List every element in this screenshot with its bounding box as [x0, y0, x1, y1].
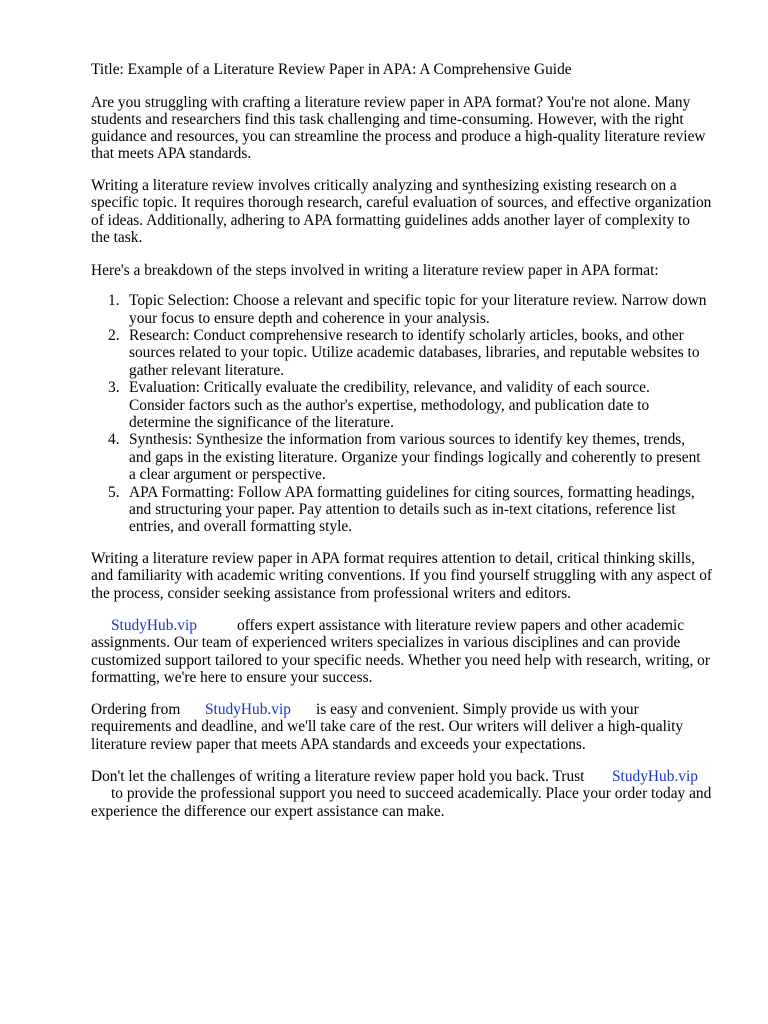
- step-1-number: 1.: [108, 292, 120, 309]
- para2-line-2: specific topic. It requires thorough research, careful evaluation of sources, and effective organization: [91, 194, 712, 211]
- para5-line-4: formatting, we're here to ensure your success.: [91, 669, 373, 686]
- step-2-line-1: Research: Conduct comprehensive research to identify scholarly articles, books, and other: [129, 327, 684, 344]
- step-3-line-2: Consider factors such as the author's expertise, methodology, and publication date to: [129, 397, 650, 414]
- para5-line-3: customized support tailored to your specific needs. Whether you need help with research, writing, or: [91, 652, 710, 669]
- step-4-number: 4.: [108, 431, 120, 448]
- intro-line-3: guidance and resources, you can streamline the process and produce a high-quality literature review: [91, 128, 706, 145]
- para2-line-4: the task.: [91, 229, 143, 246]
- para2-line-1: Writing a literature review involves critically analyzing and synthesizing existing research on a: [91, 177, 677, 194]
- para6-line-3: literature review paper that meets APA standards and exceeds your expectations.: [91, 736, 586, 753]
- document-title: Title: Example of a Literature Review Paper in APA: A Comprehensive Guide: [91, 61, 572, 78]
- studyhub-link[interactable]: StudyHub.vip: [612, 768, 698, 785]
- step-4-line-2: and gaps in the existing literature. Organize your findings logically and coherently to present: [129, 449, 701, 466]
- step-5-line-2: and structuring your paper. Pay attention to details such as in-text citations, reference list: [129, 501, 676, 518]
- para6-prefix: Ordering from: [91, 701, 181, 718]
- para4-line-2: and familiarity with academic writing conventions. If you find yourself struggling with any aspect of: [91, 567, 713, 584]
- step-4-line-3: a clear argument or perspective.: [129, 466, 326, 483]
- para4-line-1: Writing a literature review paper in APA format requires attention to detail, critical thinking skills,: [91, 550, 696, 567]
- para7-line-3: experience the difference our expert assistance can make.: [91, 803, 445, 820]
- para5-line-2: assignments. Our team of experienced writers specializes in various disciplines and can provide: [91, 634, 681, 651]
- step-2-line-3: gather relevant literature.: [129, 362, 285, 379]
- intro-line-1: Are you struggling with crafting a literature review paper in APA format? You're not alone. Many: [91, 94, 691, 111]
- intro-line-2: students and researchers find this task challenging and time-consuming. However, with the right: [91, 111, 684, 128]
- para2-line-3: of ideas. Additionally, adhering to APA formatting guidelines adds another layer of complexity to: [91, 212, 690, 229]
- intro-line-4: that meets APA standards.: [91, 145, 252, 162]
- step-5-line-3: entries, and overall formatting style.: [129, 518, 353, 535]
- step-5-number: 5.: [108, 484, 120, 501]
- para7-line-2: to provide the professional support you need to succeed academically. Place your order today and: [111, 785, 712, 802]
- step-2-line-2: sources related to your topic. Utilize academic databases, libraries, and reputable websites to: [129, 344, 700, 361]
- para6-line-1-rest: is easy and convenient. Simply provide us with your: [316, 701, 639, 718]
- step-1-line-1: Topic Selection: Choose a relevant and specific topic for your literature review. Narrow down: [129, 292, 707, 309]
- step-3-number: 3.: [108, 379, 120, 396]
- para4-line-3: the process, consider seeking assistance from professional writers and editors.: [91, 585, 571, 602]
- breakdown-intro: Here's a breakdown of the steps involved in writing a literature review paper in APA format:: [91, 262, 659, 279]
- studyhub-link[interactable]: StudyHub.vip: [205, 701, 291, 718]
- para5-line-1-rest: offers expert assistance with literature review papers and other academic: [237, 617, 685, 634]
- step-3-line-3: determine the significance of the literature.: [129, 414, 394, 431]
- para7-line-1: Don't let the challenges of writing a literature review paper hold you back. Trust: [91, 768, 585, 785]
- step-1-line-2: your focus to ensure depth and coherence in your analysis.: [129, 310, 490, 327]
- step-2-number: 2.: [108, 327, 120, 344]
- studyhub-link[interactable]: StudyHub.vip: [111, 617, 197, 634]
- step-3-line-1: Evaluation: Critically evaluate the credibility, relevance, and validity of each source.: [129, 379, 650, 396]
- step-5-line-1: APA Formatting: Follow APA formatting guidelines for citing sources, formatting headings,: [129, 484, 695, 501]
- step-4-line-1: Synthesis: Synthesize the information from various sources to identify key themes, trends,: [129, 431, 686, 448]
- para6-line-2: requirements and deadline, and we'll take care of the rest. Our writers will deliver a high-quality: [91, 718, 684, 735]
